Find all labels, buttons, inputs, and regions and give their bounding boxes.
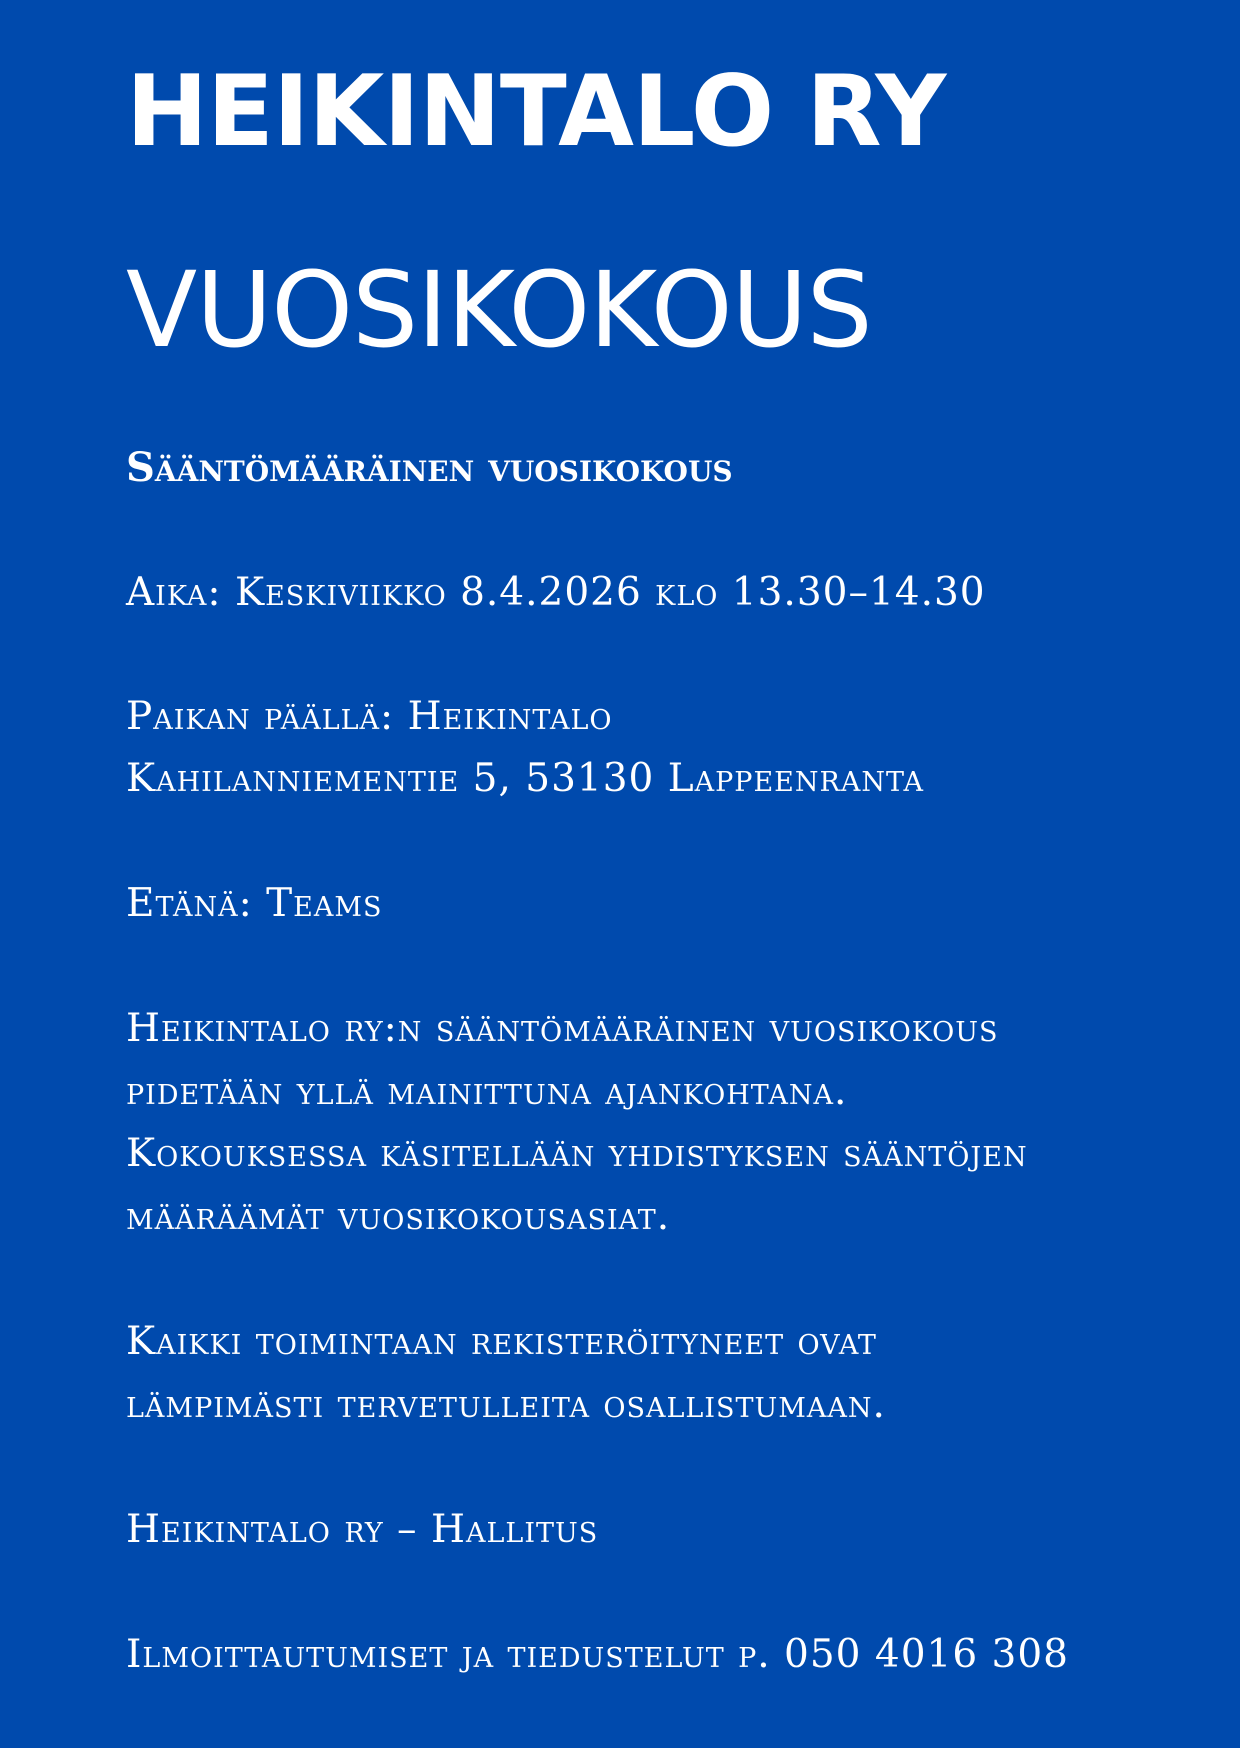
event-title: VUOSIKOKOUS <box>126 249 872 371</box>
venue-address: Kahilanniementie 5, 53130 Lappeenranta <box>126 756 924 801</box>
contact-info: Ilmoittautumiset ja tiedustelut p. 050 4016 308 <box>126 1632 1069 1677</box>
welcome-paragraph <box>126 1311 1206 1436</box>
event-subtitle: Sääntömääräinen vuosikokous <box>126 444 733 491</box>
announcement-page <box>126 0 1186 1748</box>
description-line: Heikintalo ry:n sääntömääräinen vuosikokous <box>126 1006 999 1051</box>
organization-title: HEIKINTALO RY <box>126 55 946 169</box>
remote-participation: Etänä: Teams <box>126 881 383 926</box>
description-line: pidetään yllä mainittuna ajankohtana. <box>126 1068 848 1114</box>
description-paragraph <box>126 998 1206 1248</box>
description-line: määräämät vuosikokousasiat. <box>126 1193 671 1239</box>
welcome-line: Kaikki toimintaan rekisteröityneet ovat <box>126 1319 877 1364</box>
signature: Heikintalo ry – Hallitus <box>126 1507 599 1552</box>
venue-line-1: Paikan päällä: Heikintalo <box>126 694 613 739</box>
description-line: Kokouksessa käsitellään yhdistyksen sääntöjen <box>126 1131 1028 1176</box>
welcome-line: lämpimästi tervetulleita osallistumaan. <box>126 1381 886 1427</box>
meeting-time: Aika: Keskiviikko 8.4.2026 klo 13.30–14.30 <box>126 570 986 615</box>
